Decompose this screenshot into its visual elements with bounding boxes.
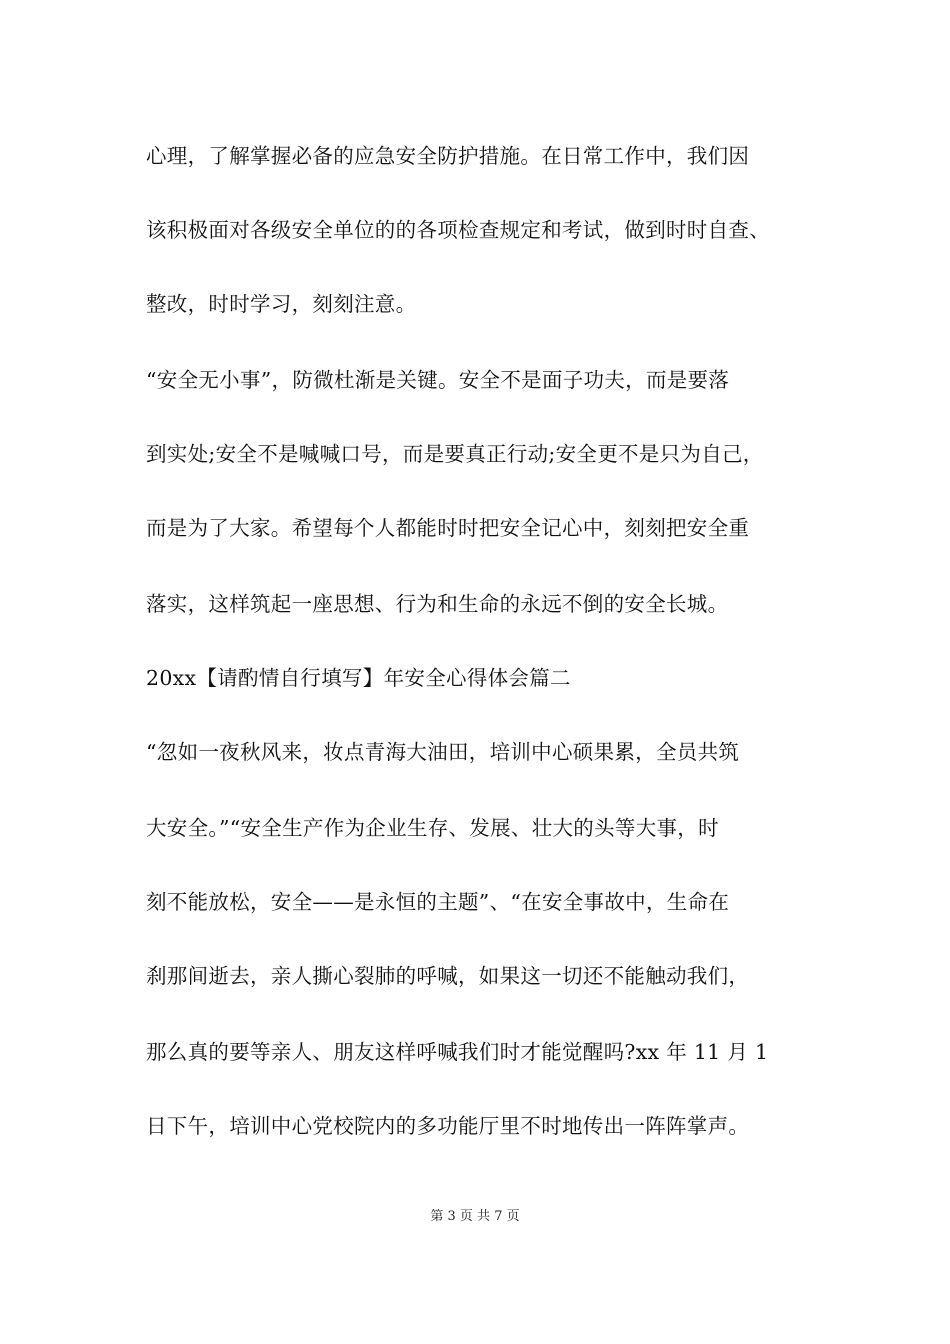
- text-line-13: 那么真的要等亲人、朋友这样呼喊我们时才能觉醒吗?xx 年 11 月 1: [146, 1040, 769, 1064]
- text-line-6: 而是为了大家。希望每个人都能时时把安全记心中，刻刻把安全重: [146, 516, 750, 540]
- text-line-12: 刹那间逝去，亲人撕心裂肺的呼喊，如果这一切还不能触动我们，: [146, 964, 750, 988]
- text-line-14: 日下午，培训中心党校院内的多功能厅里不时地传出一阵阵掌声。: [146, 1114, 750, 1138]
- text-line-3: 整改，时时学习，刻刻注意。: [146, 292, 417, 316]
- text-line-1: 心理，了解掌握必备的应急安全防护措施。在日常工作中，我们因: [146, 144, 750, 168]
- text-line-10: 大安全。”“安全生产作为企业生存、发展、壮大的头等大事，时: [146, 816, 719, 840]
- page-footer: [0, 1208, 950, 1226]
- page-number-label: 第 3 页 共 7 页: [430, 1209, 520, 1224]
- text-line-2: 该积极面对各级安全单位的的各项检查规定和考试，做到时时自查、: [146, 218, 770, 242]
- text-line-11: 刻不能放松，安全——是永恒的主题”、“在安全事故中，生命在: [146, 890, 730, 914]
- section-heading: 20xx【请酌情自行填写】年安全心得体会篇二: [146, 666, 571, 690]
- text-line-9: “忽如一夜秋风来，妆点青海大油田，培训中心硕果累，全员共筑: [146, 740, 740, 764]
- text-line-4: “安全无小事”，防微杜渐是关键。安全不是面子功夫，而是要落: [146, 368, 730, 392]
- text-line-7: 落实，这样筑起一座思想、行为和生命的永远不倒的安全长城。: [146, 592, 729, 616]
- text-line-5: 到实处;安全不是喊喊口号，而是要真正行动;安全更不是只为自己，: [146, 442, 764, 466]
